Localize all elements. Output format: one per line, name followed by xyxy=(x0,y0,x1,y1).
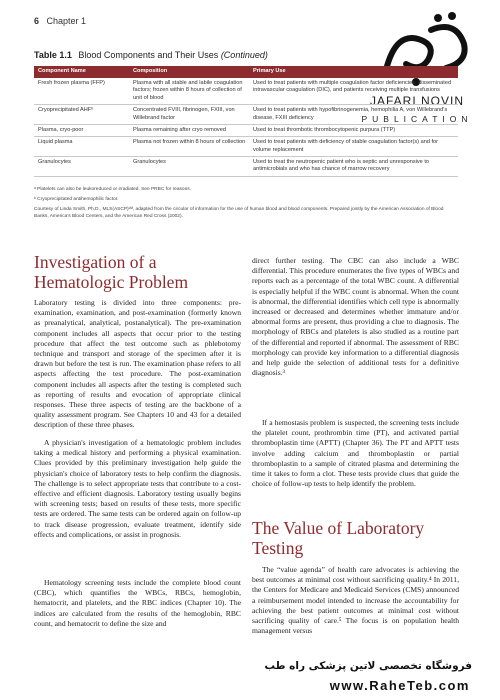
table-row xyxy=(34,105,458,125)
footnote-a: ᵃ Platelets can also be leukoreduced or irradiated. See PRBC for reasons. xyxy=(34,187,191,192)
table-header-row xyxy=(34,66,458,78)
watermark-brand: JAFARI NOVIN xyxy=(342,94,492,108)
table-cell: Used to treat patients with hypofibrinogenemia, hemophilia A, von Willebrand's disease, FXIII deficiency xyxy=(253,107,448,121)
table-caption: Blood Components and Their Uses xyxy=(78,50,219,60)
body-paragraph: direct further testing. The CBC can also include a WBC differential. This procedure enumerates the five types of WBCs and reports each as a percentage of the total WBC count. A differential is especially helpful if the WBC count is abnormal. When the count is abnormal, the differential identifies which cell type is abnormally increased or decreased and determines whether immature and/or abnormal forms are present, thus providing a clue to diagnosis. The morphology of RBCs and platelets is also studied as a routine part of the differential and reported if abnormal. The assessment of RBC morphology can provide key information to a differential diagnosis and help guide the selection of additional tests for a definitive diagnosis.³ xyxy=(252,256,459,378)
chapter-label: Chapter 1 xyxy=(46,16,87,26)
table-cell: Fresh frozen plasma (FFP) xyxy=(38,80,105,86)
table-cell: Used to treat thrombotic thrombocytopenic purpura (TTP) xyxy=(253,126,396,133)
table-cell: Plasma not frozen within 8 hours of collection xyxy=(133,139,246,146)
footer-store-logo xyxy=(0,652,500,700)
page-header xyxy=(34,16,86,26)
watermark-subtitle: PUBLICATION xyxy=(361,114,473,124)
section-heading-value: The Value of Laboratory Testing xyxy=(252,518,425,558)
table-courtesy: Courtesy of Linda Smith, Ph.D., MLS(ASCP)ᶜᴹ, adapted from the circular of information for the use of human blood and blood components. Prepared jointly by the American Association of Blood Banks, America's Blood Centers, and the American Red Cross (2002). xyxy=(34,206,444,219)
table-cell: Plasma remaining after cryo removed xyxy=(133,126,226,133)
table-continued: (Continued) xyxy=(220,50,268,60)
footer-persian-text: فروشگاه تخصصی لاتین پزشکی راه طب xyxy=(264,660,472,672)
table-cell: Granulocytes xyxy=(38,159,71,165)
blood-components-table xyxy=(34,66,458,177)
table-cell: Liquid plasma xyxy=(38,139,73,146)
table-row xyxy=(34,78,458,105)
section-heading-investigation: Investigation of a Hematologic Problem xyxy=(34,252,189,292)
table-footnotes xyxy=(34,187,458,221)
table-number: Table 1.1 xyxy=(34,50,72,60)
table-row xyxy=(34,157,458,177)
column-header: Component Name xyxy=(38,68,86,75)
table-title xyxy=(34,50,268,60)
table-cell: Plasma with all stable and labile coagulation factors; frozen within 8 hours of collection of unit of blood xyxy=(133,80,243,101)
body-paragraph: If a hemostasis problem is suspected, the screening tests include the platelet count, prothrombin time (PT), and activated partial thromboplastin time (APTT) (Chapter 36). The PT and APTT tests involve adding calcium and thromboplastin or partial thromboplastin to a sample of citrated plasma and determining the time it takes to form a clot. These tests provide clues that guide the choice of follow-up tests to help identify the problem. xyxy=(252,418,459,489)
page-number: 6 xyxy=(34,16,40,26)
table-cell: Used to treat patients with multiple coagulation factor deficiencies, disseminated intravascular coagulation (DIC), and patients receiving multiple transfusions xyxy=(253,80,452,94)
table-cell: Used to treat patients with deficiency of stable coagulation factor(s) and for volume replacement xyxy=(253,139,439,153)
footnote-b: ᵇ Cryoprecipitated antihemophilic factor. xyxy=(34,196,119,202)
body-paragraph: A physician's investigation of a hematologic problem includes taking a medical history and performing a physical examination. Clues provided by this preliminary investigation help guide the physician's choice of laboratory tests to help confirm the diagnosis. The challenge is to select appropriate tests that contribute to a cost-effective and efficient diagnosis. Laboratory testing usually begins with screening tests; based on results of these tests, more specific tests are ordered. The same tests can be ordered again on follow-up to track disease progression, evaluate treatment, identify side effects and complications, or assist in prognosis. xyxy=(34,438,241,539)
table-cell: Used to treat the neutropenic patient who is septic and unresponsive to antimicrobials and who has chance of marrow recovery xyxy=(253,159,430,173)
table-cell: Cryoprecipitated AHFᵇ xyxy=(38,107,94,114)
body-paragraph: The “value agenda” of health care advocates is achieving the best outcomes at minimal cost without sacrificing quality.⁴ In 2011, the Centers for Medicare and Medicaid Services (CMS) announced a reimbursement model intended to increase the accountability for achieving the best patient outcomes at minimal cost without sacrificing quality of care.⁵ The focus is on population health management versus xyxy=(252,565,459,636)
body-paragraph: Laboratory testing is divided into three components: pre-examination, examination, and post-examination (formerly known as preanalytical, analytical, postanalytical). The pre-examination component includes all aspects that occur prior to the testing procedure that affect the test outcome such as phlebotomy technique and transport and storage of the specimen after it is drawn but before the test is run. The examination phase refers to all aspects affecting the test procedure. The post-examination component includes all aspects after the testing is completed such as reporting of results and evocation of appropriate clinical responses. These three aspects of testing are the backbone of a quality assessment program. See Chapters 10 and 43 for a detailed description of these three phases. xyxy=(34,298,241,430)
table-row xyxy=(34,137,458,157)
body-paragraph: Hematology screening tests include the complete blood count (CBC), which quantifies the WBCs, RBCs, hemoglobin, hematocrit, and platelets, and the RBC indices (Chapter 10). The indices are calculated from the results of the hemoglobin, RBC count, and hematocrit to define the size and xyxy=(34,578,241,628)
footer-url: www.RaheTeb.com xyxy=(329,678,470,693)
column-header: Primary Use xyxy=(253,68,286,75)
table-cell: Concentrated FVIII, fibrinogen, FXIII, von Willebrand factor xyxy=(133,107,235,121)
table-row xyxy=(34,125,458,137)
column-header: Composition xyxy=(133,68,168,75)
table-cell: Granulocytes xyxy=(133,159,166,165)
table-cell: Plasma, cryo-poor xyxy=(38,126,84,133)
